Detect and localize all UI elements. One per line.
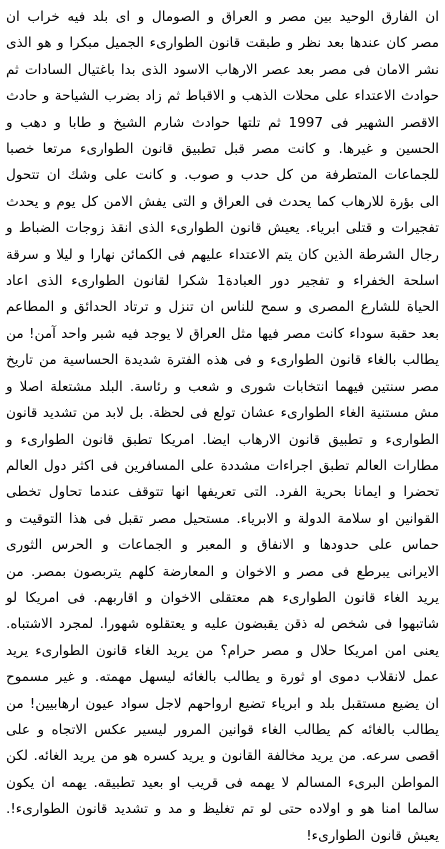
article-body: ان الفارق الوحيد بين مصر و العراق و الصومال و اى بلد فيه خراب ان مصر كان عندها بعد نظر و طبقت قانون الطوارىء الجميل مبكرا و هو الذى نشر الامان فى مصر بعد عصر الارهاب الاسود الذى بدا باغتيال السادات ثم حوادث الاعتداء على محلات الذهب و الاقباط ثم زاد بضرب الشياحة و حادث الاقصر الشهير فى 1997 ثم تلتها حوادث شارم الشيخ و طابا و دهب و الحسين و غيرها. و كانت مصر قبل تطبيق قانون الطوارىء مرتعا خصبا للجماعات المتطرفة من كل حدب و صوب. و كانت على وشك ان تتحول الى بؤرة للارهاب كما يحدث فى العراق و التى يفش الامن كل يوم و يحدث تفجيرات و قتلى ابرياء. يعيش قانون الطوارىء الذى انقذ زوجات الضباط و رجال الشرطة الذين كان يتم الاعتداء عليهم فى الكمائن نهارا و ليلا و سرقة اسلحة الخفراء و تفجير دور العبادة1 شكرا لقانون الطوارىء الذى اعاد الحياة للشارع المصرى و سمح للناس ان تنزل و ترتاد الحدائق و المطاعم بعد حقبة سوداء كانت مصر فيها مثل العراق لا يوجد فيه شبر واحد آمن! من يطالب بالغاء قانون الطوارىء و فى هذه الفترة شديدة الحساسية من تاريخ مصر سنتين فيهما انتخابات شورى و شعب و رئاسة. البلد مشتعلة اصلا و مش مستنية الغاء الطوارىء عشان تولع فى لحظة. بل لابد من تشديد قانون الطوارىء و تطبيق قانون الارهاب ايضا. امريكا تطبق قانون الطوارىء و مطارات العالم تطبق اجراءات مشددة على المسافرين فى اكثر دول العالم تحضرا و ايمانا بحرية الفرد. التى تعريفها انها تتوقف عندما تحاول تخطى القوانين او سلامة الدولة و الابرياء. مستحيل مصر تقبل فى هذا التوقيت و حماس على حدودها و الانفاق و المعبر و الجماعات و الحرس الثورى الايرانى يبرطع فى مصر و الاخوان و المعارضة كلهم يتربصون بمصر. من يريد الغاء قانون الطوارىء هم معتقلى الاخوان و اقاربهم. فى امريكا لو شاتبهوا فى شخص له ذقن يقبضون عليه و يعتقلوه شهورا. لمجرد الاشتباه. يعنى امن امريكا حلال و مصر حرام؟ من يريد الغاء قانون الطوارىء يريد عمل لانقلاب دموى او ثورة و يطالب بالغائه ليسهل مهمته. و غير مسموح ان يضيع مستقبل بلد و ابرياء تضيع ارواحهم لاجل سواد عيون ارهابيين! من يطالب بالغائه كم يطالب الغاء قوانين المرور ليسير عكس الاتجاه و على اقصى سرعه. من يريد مخالفة القانون و يريد كسره هو من يريد الغائه. لكن المواطن البرىء المسالم لا يهمه فى قريب او بعيد تطبيقه. يهمه ان يكون سالما امنا هو و اولاده حتى لو تم تغليظ و مد و تشديد قانون الطوارىء!. يعيش قانون الطوارىء! <box>6 9 439 844</box>
